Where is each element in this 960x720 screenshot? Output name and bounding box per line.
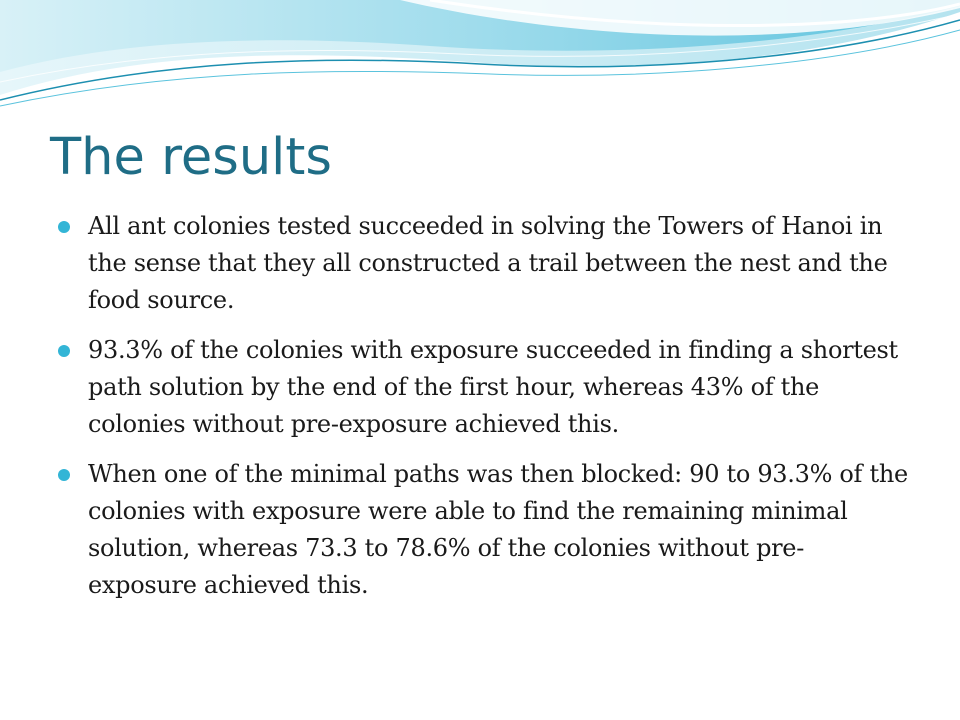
bullet-dot-icon [58, 345, 70, 357]
bullet-list [58, 208, 910, 604]
slide-content [58, 208, 910, 617]
bullet-text: When one of the minimal paths was then blocked: 90 to 93.3% of the colonies with exposure were able to find the remaining minimal solution, whereas 73.3 to 78.6% of the colonies without pre-exposure achieved this. [88, 460, 908, 599]
bullet-dot-icon [58, 221, 70, 233]
bullet-item [58, 332, 910, 443]
bullet-item [58, 456, 910, 604]
bullet-text: All ant colonies tested succeeded in solving the Towers of Hanoi in the sense that they all constructed a trail between the nest and the food source. [88, 212, 888, 314]
bullet-text: 93.3% of the colonies with exposure succeeded in finding a shortest path solution by the end of the first hour, whereas 43% of the colonies without pre-exposure achieved this. [88, 336, 898, 438]
wave-header-decoration [0, 0, 960, 120]
slide-title: The results [50, 128, 332, 187]
bullet-dot-icon [58, 469, 70, 481]
bullet-item [58, 208, 910, 319]
